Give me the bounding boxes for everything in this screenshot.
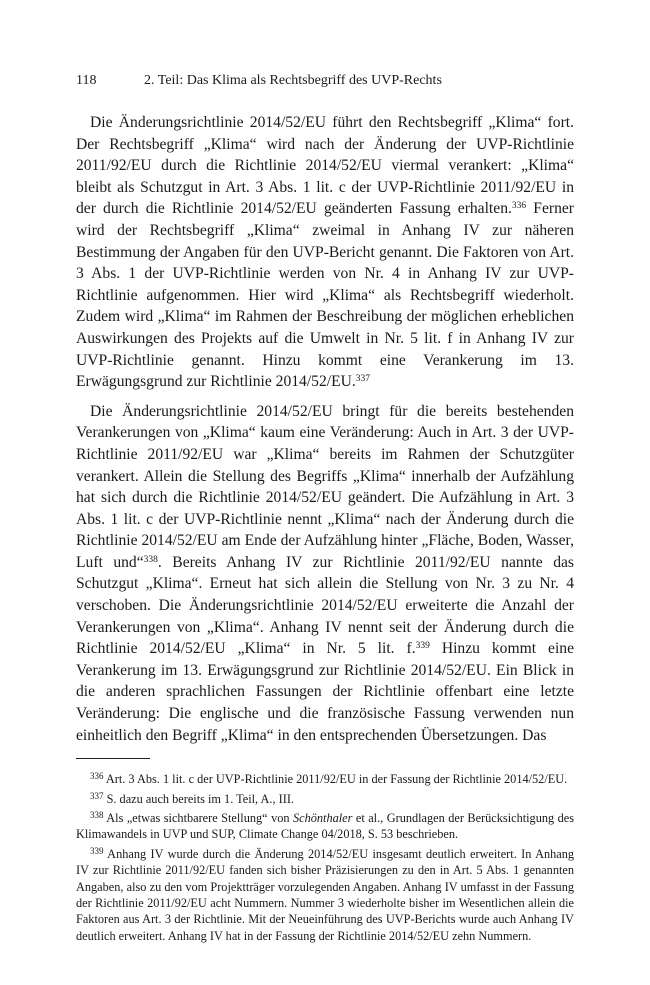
footnote-number: 338 <box>90 810 104 821</box>
body-text <box>76 112 574 746</box>
footnote-text: Art. 3 Abs. 1 lit. c der UVP-Richtlinie 2011/92/EU in der Fassung der Richtlinie 2014/52/EU. <box>103 772 568 787</box>
page-number: 118 <box>76 73 97 88</box>
footnote-text: et al., Grundlagen der Berücksichtigung des Klimawandels in UVP und SUP, Climate Change 04/2018, S. 53 beschrieben. <box>76 811 574 842</box>
footnote <box>76 771 574 787</box>
running-title: 2. Teil: Das Klima als Rechtsbegriff des UVP-Rechts <box>144 73 442 88</box>
footnote-text: Anhang IV wurde durch die Änderung 2014/52/EU insgesamt deutlich erweitert. In Anhang IV zur Richtlinie 2011/92/EU fanden sich bisher Präzisierungen zu den in Art. 5 Abs. 1 genannten Angaben, also zu den vom Projektträger vorzulegenden Angaben. Anhang IV umfasst in der Fassung der Richtlinie 2011/92/EU acht Nummern. Nummer 3 wiederholte bisher im Wesentlichen allein die Faktoren aus Art. 3 der Richtlinie. Mit der Neueinführung des UVP-Berichts wurde auch Anhang IV deutlich erweitert. Anhang IV hat in der Fassung der Richtlinie 2014/52/EU zehn Nummern. <box>76 846 574 943</box>
footnote-number: 337 <box>90 790 104 801</box>
paragraph-text: . Bereits Anhang IV zur Richtlinie 2011/92/EU nannte das Schutzgut „Klima“. Erneut hat sich allein die Stellung von Nr. 3 zu Nr. 4 verschoben. Die Änderungsrichtlinie 2014/52/EU erweiterte die Anzahl der Verankerungen von „Klima“. Anhang IV nennt seit der Änderung durch die Richtlinie 2014/52/EU „Klima“ in Nr. 5 lit. f. <box>76 553 574 658</box>
footnote <box>76 846 574 944</box>
footnote-ref: 339 <box>415 641 430 652</box>
footnote-ref: 336 <box>511 201 527 212</box>
footnote-text: S. dazu auch bereits im 1. Teil, A., III. <box>103 791 294 806</box>
footnote-ref: 337 <box>355 374 371 385</box>
footnote-number: 339 <box>90 845 104 856</box>
footnotes <box>76 771 574 944</box>
paragraph-text: Die Änderungsrichtlinie 2014/52/EU führt den Rechtsbegriff „Klima“ fort. Der Rechtsbegriff „Klima“ wird nach der Änderung der UVP-Richtlinie 2011/92/EU durch die Richtlinie 2014/52/EU viermal verankert: „Klima“ bleibt als Schutzgut in Art. 3 Abs. 1 lit. c der UVP-Richtlinie 2011/92/EU in der durch die Richtlinie 2014/52/EU geänderten Fassung erhalten. <box>76 114 574 218</box>
paragraph-text: Ferner wird der Rechtsbegriff „Klima“ zweimal in Anhang IV zur näheren Bestimmung der Angaben für den UVP-Bericht genannt. Die Faktoren von Art. 3 Abs. 1 der UVP-Richtlinie werden von Nr. 4 in Anhang IV zur UVP-Richtlinie aufgenommen. Hier wird „Klima“ als Rechtsbegriff wiederholt. Zudem wird „Klima“ im Rahmen der Beschreibung der möglichen erheblichen Auswirkungen des Projekts auf die Umwelt in Nr. 5 lit. f in Anhang IV zur UVP-Richtlinie genannt. Hinzu kommt eine Verankerung im 13. Erwägungsgrund zur Richtlinie 2014/52/EU. <box>76 200 574 391</box>
body-paragraph <box>76 401 574 747</box>
paragraph-text: Hinzu kommt eine Verankerung im 13. Erwägungsgrund zur Richtlinie 2014/52/EU. Ein Blick in die anderen sprachlichen Fassungen der Richtlinie offenbart eine letzte Veränderung: Die englische und die französische Fassung verwenden nun einheitlich den Begriff „Klima“ in den entsprechenden Übersetzungen. Das <box>76 640 574 744</box>
footnote <box>76 810 574 843</box>
book-page <box>76 72 574 947</box>
footnote-ref: 338 <box>143 554 158 565</box>
footnote-text: Als „etwas sichtbarere Stellung“ von <box>103 811 293 826</box>
paragraph-text: Die Änderungsrichtlinie 2014/52/EU bringt für die bereits bestehenden Verankerungen von „Klima“ kaum eine Veränderung: Auch in Art. 3 der UVP-Richtlinie 2011/92/EU war „Klima“ bereits im Rahmen der Schutzgüter verankert. Allein die Stellung des Begriffs „Klima“ innerhalb der Aufzählung hat sich durch die Richtlinie 2014/52/EU geändert. Die Aufzählung in Art. 3 Abs. 1 lit. c der UVP-Richtlinie nennt „Klima“ nach der Änderung durch die Richtlinie 2014/52/EU am Ende der Aufzählung hinter „Fläche, Boden, Wasser, Luft und“ <box>76 402 574 571</box>
footnote-divider <box>76 758 150 759</box>
body-paragraph <box>76 112 574 393</box>
footnote <box>76 791 574 807</box>
author-name: Schönthaler <box>292 811 353 826</box>
running-header <box>76 72 574 90</box>
footnote-number: 336 <box>90 771 104 782</box>
